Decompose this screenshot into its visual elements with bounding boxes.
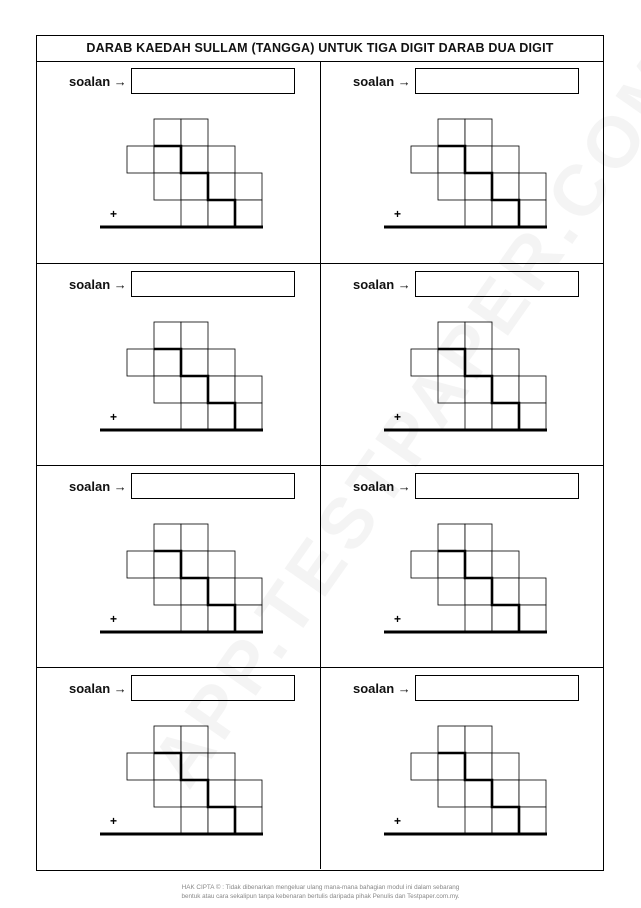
plus-sign: + xyxy=(110,207,118,221)
ladder-cell[interactable] xyxy=(181,524,208,551)
ladder-cell[interactable] xyxy=(492,578,519,605)
worksheet-title: DARAB KAEDAH SULLAM (TANGGA) UNTUK TIGA DIGIT DARAB DUA DIGIT xyxy=(37,36,603,62)
ladder-cell[interactable] xyxy=(465,376,492,403)
question-cell-4 xyxy=(320,263,603,465)
ladder-cell[interactable] xyxy=(519,376,546,403)
ladder-cell[interactable] xyxy=(235,200,262,227)
ladder-cell[interactable] xyxy=(208,403,235,430)
ladder-cell[interactable] xyxy=(465,173,492,200)
ladder-cell[interactable] xyxy=(438,119,465,146)
ladder-cell[interactable] xyxy=(492,173,519,200)
ladder-cell[interactable] xyxy=(519,578,546,605)
ladder-grid[interactable] xyxy=(110,322,297,442)
ladder-cell[interactable] xyxy=(154,119,181,146)
ladder-cell[interactable] xyxy=(154,146,181,173)
ladder-cell[interactable] xyxy=(208,349,235,376)
ladder-cell[interactable] xyxy=(465,726,492,753)
ladder-cell[interactable] xyxy=(465,780,492,807)
ladder-cell[interactable] xyxy=(181,200,208,227)
ladder-cell[interactable] xyxy=(181,322,208,349)
ladder-cell[interactable] xyxy=(465,524,492,551)
ladder-cell[interactable] xyxy=(465,322,492,349)
ladder-cell[interactable] xyxy=(154,173,181,200)
ladder-cell[interactable] xyxy=(181,551,208,578)
ladder-cell[interactable] xyxy=(411,349,438,376)
ladder-cell[interactable] xyxy=(438,726,465,753)
ladder-cell[interactable] xyxy=(181,376,208,403)
plus-sign: + xyxy=(110,410,118,424)
plus-sign: + xyxy=(394,814,402,828)
ladder-cell[interactable] xyxy=(492,146,519,173)
question-label: soalan → xyxy=(69,681,127,696)
ladder-cell[interactable] xyxy=(208,605,235,632)
ladder-cell[interactable] xyxy=(154,780,181,807)
ladder-cell[interactable] xyxy=(208,376,235,403)
ladder-cell[interactable] xyxy=(492,807,519,834)
plus-sign: + xyxy=(110,814,118,828)
ladder-cell[interactable] xyxy=(154,349,181,376)
ladder-grid[interactable] xyxy=(394,119,581,239)
question-answer-box[interactable] xyxy=(415,675,579,701)
ladder-cell[interactable] xyxy=(235,578,262,605)
ladder-cell[interactable] xyxy=(154,551,181,578)
worksheet xyxy=(36,35,604,871)
question-answer-box[interactable] xyxy=(131,271,295,297)
ladder-cell[interactable] xyxy=(465,349,492,376)
ladder-cell[interactable] xyxy=(181,349,208,376)
ladder-cell[interactable] xyxy=(411,146,438,173)
ladder-cell[interactable] xyxy=(519,403,546,430)
ladder-cell[interactable] xyxy=(492,780,519,807)
question-grid xyxy=(37,61,603,870)
plus-sign: + xyxy=(394,207,402,221)
ladder-cell[interactable] xyxy=(181,753,208,780)
ladder-cell[interactable] xyxy=(208,551,235,578)
ladder-cell[interactable] xyxy=(154,753,181,780)
ladder-cell[interactable] xyxy=(465,753,492,780)
question-cell-1 xyxy=(37,61,320,263)
footer-line-1: HAK CIPTA © : Tidak dibenarkan mengeluar ulang mana-mana bahagian modul ini dalam sebarang xyxy=(181,884,460,891)
ladder-cell[interactable] xyxy=(181,119,208,146)
question-answer-box[interactable] xyxy=(415,271,579,297)
ladder-cell[interactable] xyxy=(438,551,465,578)
ladder-cell[interactable] xyxy=(465,119,492,146)
ladder-cell[interactable] xyxy=(181,146,208,173)
ladder-cell[interactable] xyxy=(411,753,438,780)
ladder-cell[interactable] xyxy=(127,551,154,578)
ladder-cell[interactable] xyxy=(465,605,492,632)
ladder-cell[interactable] xyxy=(465,146,492,173)
ladder-cell[interactable] xyxy=(208,578,235,605)
ladder-cell[interactable] xyxy=(181,807,208,834)
ladder-cell[interactable] xyxy=(519,807,546,834)
ladder-cell[interactable] xyxy=(492,349,519,376)
question-label: soalan → xyxy=(353,277,411,292)
question-label: soalan → xyxy=(353,74,411,89)
ladder-cell[interactable] xyxy=(181,403,208,430)
ladder-cell[interactable] xyxy=(438,146,465,173)
question-answer-box[interactable] xyxy=(415,473,579,499)
ladder-cell[interactable] xyxy=(154,322,181,349)
ladder-cell[interactable] xyxy=(465,200,492,227)
ladder-cell[interactable] xyxy=(438,173,465,200)
ladder-cell[interactable] xyxy=(438,349,465,376)
copyright-footer xyxy=(0,884,641,901)
ladder-cell[interactable] xyxy=(519,173,546,200)
ladder-cell[interactable] xyxy=(208,780,235,807)
ladder-cell[interactable] xyxy=(465,807,492,834)
ladder-cell[interactable] xyxy=(438,780,465,807)
ladder-cell[interactable] xyxy=(438,376,465,403)
plus-sign: + xyxy=(110,612,118,626)
question-answer-box[interactable] xyxy=(415,68,579,94)
question-cell-6 xyxy=(320,465,603,667)
ladder-cell[interactable] xyxy=(492,551,519,578)
ladder-grid[interactable] xyxy=(110,119,297,239)
ladder-cell[interactable] xyxy=(154,578,181,605)
ladder-cell[interactable] xyxy=(181,578,208,605)
plus-sign: + xyxy=(394,410,402,424)
ladder-cell[interactable] xyxy=(181,173,208,200)
question-cell-3 xyxy=(37,263,320,465)
question-answer-box[interactable] xyxy=(131,675,295,701)
ladder-cell[interactable] xyxy=(519,200,546,227)
ladder-cell[interactable] xyxy=(181,605,208,632)
ladder-cell[interactable] xyxy=(208,753,235,780)
question-label: soalan → xyxy=(69,74,127,89)
ladder-cell[interactable] xyxy=(519,605,546,632)
ladder-cell[interactable] xyxy=(127,753,154,780)
ladder-cell[interactable] xyxy=(519,780,546,807)
ladder-cell[interactable] xyxy=(127,146,154,173)
ladder-grid[interactable] xyxy=(394,726,581,846)
question-answer-box[interactable] xyxy=(131,68,295,94)
ladder-grid[interactable] xyxy=(394,524,581,644)
question-cell-2 xyxy=(320,61,603,263)
ladder-grid[interactable] xyxy=(394,322,581,442)
ladder-grid[interactable] xyxy=(110,726,297,846)
ladder-cell[interactable] xyxy=(235,807,262,834)
ladder-cell[interactable] xyxy=(208,807,235,834)
ladder-cell[interactable] xyxy=(235,605,262,632)
ladder-cell[interactable] xyxy=(154,524,181,551)
ladder-cell[interactable] xyxy=(208,173,235,200)
ladder-cell[interactable] xyxy=(465,578,492,605)
ladder-cell[interactable] xyxy=(411,551,438,578)
ladder-cell[interactable] xyxy=(492,753,519,780)
ladder-cell[interactable] xyxy=(235,780,262,807)
ladder-cell[interactable] xyxy=(492,605,519,632)
question-label: soalan → xyxy=(353,479,411,494)
question-cell-5 xyxy=(37,465,320,667)
ladder-cell[interactable] xyxy=(492,200,519,227)
ladder-grid[interactable] xyxy=(110,524,297,644)
ladder-cell[interactable] xyxy=(181,780,208,807)
ladder-cell[interactable] xyxy=(492,403,519,430)
ladder-cell[interactable] xyxy=(208,200,235,227)
question-cell-7 xyxy=(37,667,320,869)
ladder-cell[interactable] xyxy=(465,403,492,430)
question-answer-box[interactable] xyxy=(131,473,295,499)
question-label: soalan → xyxy=(69,277,127,292)
plus-sign: + xyxy=(394,612,402,626)
ladder-cell[interactable] xyxy=(154,376,181,403)
ladder-cell[interactable] xyxy=(438,322,465,349)
ladder-cell[interactable] xyxy=(208,146,235,173)
ladder-cell[interactable] xyxy=(235,173,262,200)
ladder-cell[interactable] xyxy=(154,726,181,753)
ladder-cell[interactable] xyxy=(438,753,465,780)
question-cell-8 xyxy=(320,667,603,869)
ladder-cell[interactable] xyxy=(181,726,208,753)
ladder-cell[interactable] xyxy=(438,578,465,605)
ladder-cell[interactable] xyxy=(235,376,262,403)
ladder-cell[interactable] xyxy=(127,349,154,376)
question-label: soalan → xyxy=(69,479,127,494)
question-label: soalan → xyxy=(353,681,411,696)
footer-line-2: bentuk atau cara sekalipun tanpa kebenaran bertulis daripada pihak Penulis dan Testpaper.com.my. xyxy=(181,892,460,900)
ladder-cell[interactable] xyxy=(438,524,465,551)
ladder-cell[interactable] xyxy=(492,376,519,403)
ladder-cell[interactable] xyxy=(235,403,262,430)
ladder-cell[interactable] xyxy=(465,551,492,578)
